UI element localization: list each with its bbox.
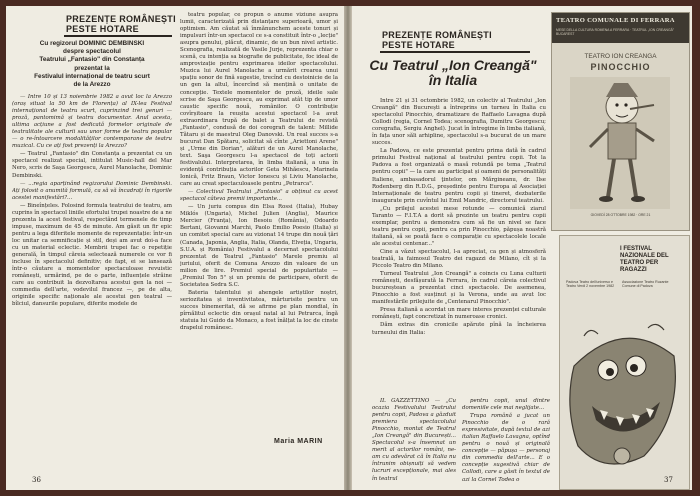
paragraph: — Un juriu compus din Elsa Rossi (Italia), Hubay Miklós (Ungaria), Michel Julien (Anglia), Maurice Mercier (Franța), Ion Besoiu (România), Odoardo Bertani, Giovanni Marchi, Paolo Emilio Poesio (Italia) și un comitet special care au vizionat 14 trupe din nouă țări (Canada, Japonia, Anglia, Italia, Olanda, Elveția, Ungaria, S.U.A. și România) Festivalul a decernat spectacolului prezentat de Teatrul „Fantasio" Marele premiu al juriului, oferit de Comuna Arezzo din valoare de un milion de lire. Premiul special de popularitate — „Premiul Ton 5" și un premiu de participare, oferit de Societatea Sedra S.C. [180,204,338,288]
festival-venue: Padova Teatro dell'universo e Teatro Verdi 2 novembre 1982 [566,280,615,289]
poster-show-name: PINOCCHIO [590,62,651,72]
right-kicker-rule [380,51,530,53]
paragraph: Dăm extras din cronicile apărute pînă la încheierea turneului din Italia: [372,322,546,336]
poster-footer: GIOVEDÌ 28 OTTOBRE 1982 · ORE 21 [590,213,651,217]
page-number-left: 36 [32,476,41,484]
paragraph: — Între 10 și 13 noiembrie 1982 a avut loc la Arezzo (oraș situat la 50 km de Florența) al IX-lea Festival internațional de teatru scurt, cuprinzind trei genuri — proză, pantomimă și teatru documentar. Anul acesta, ultima acțiune a fost dedicată formelor originale de teatralitate ale culturii sau unor forme de teatru popular — o re-întoarcere modalităților contemporane de teatru muzical. Cu ce ați fost prezenți la Arezzo? [12,94,172,150]
poster-header-small: MESE DELLA CULTURA ROMENA A FERRARA · TEATRUL „ION CREANGĂ" BUCAREST [556,28,675,37]
paragraph: IL GAZZETTINO — „Cu ocazia Festivalului Teatrului pentru copii, Padova a găzduit premiera spectacolului Pinocchio, montat de Teatrul „Ion Creangă" din București... Spectacolul s-a însemnat un merit al actorilor români, ne-am cu adevărat că în Italia nu întrunim obișnuiți să vedem lucruri excepționale, mai ales în teatrul [372,398,456,482]
paragraph: Bateria talentului și ahengele artiștilor noștri, seriozitatea și inventivitatea, mărturisite pentru un succes binemeritat, dă se afirme pe plan mondial, în pîrnălitul eclectic din orașul natal al lui Petrarca, îngă statuia lui Guido da Monaco, a fost înălțat la loc de cinste drapelul românesc. [180,289,338,332]
paragraph: — Colectivul Teatrului „Fantasio" a obținut cu acest spectacol câteva premii importante... [180,189,338,203]
right-kicker-line2: PESTE HOTARE [382,40,455,50]
subtitle-line: prezentat la [74,64,110,72]
paragraph: pentru copii, unul dintre domeniile cele mai neglijate... [462,398,550,412]
left-column-2 [180,12,338,424]
paragraph: — ...regia aparținând regizorului Dominic Dembinski. Ați folosit o anumită formulă, ca să vă încadrați în rigorile acestei manifestări?... [12,180,172,201]
page-number-right: 37 [664,476,673,484]
quote-column-2 [462,398,550,486]
headline-line: în Italia [428,72,478,88]
poster-header: TEATRO COMUNALE DI FERRARA [556,17,675,24]
left-kicker-line1: PREZENȚE ROMÂNEȘTI [66,14,176,24]
ferrara-poster [551,12,690,231]
paragraph: Presa italiană a acordat un mare interes prezenței culturale românești, fapt concretizat în numeroase cronici. [372,307,546,321]
paragraph: „Cu prilejul acestei mese rotunde — comunică ziarul Taranto — F.I.T.A a dorit să prezinte un teatru pentru copii exemplar, pentru a demonstra cum să fie un nivel se face teatru pentru copii, pentru ca prin Pinocchio, păpușa noastră italiană, să se poată face o comparație cu spectacolele locale ale acestui centenar..." [372,205,546,247]
left-column-1 [12,94,172,470]
subtitle-line: Cu regizorul DOMINIC DEMBINSKI [39,40,145,47]
left-kicker-line2: PESTE HOTARE [66,24,139,34]
festival-title: I FESTIVAL NAZIONALE DEL TEATRO PER RAGAZZI [620,246,669,273]
paragraph: Turneul Teatrului „Ion Creangă" a coincis cu Luna culturii românești, desfășurată la Ferrara, în cadrul căreia colectivul bucureștean a prezentat cinci spectacole. De asemenea, Pinocchio a fost susținut și la Verona, unde au avut loc manifestările prilejuite de „Centenarul Pinocchio". [372,271,546,306]
paragraph: La Padova, ce este prezentat pentru prima dată în cadrul primului Festival național al teatrului pentru copii. Tot la Padova a fost organizată o masă rotundă pe tema „Teatrul pentru copii" — la care au participat și oameni de personalități Italiene, ambasadorul ţintelor, om Mărgineanu, dr. Ilse Rodenberg din R.D.G., președinte pentru Europa al Asociației Internaționale de teatru pentru copii și tineret, dezbaterile inaugurate prin cuvîntul lui Emil Mandric, directorul teatrului. [372,148,546,204]
right-main-column [372,98,546,394]
right-page [352,6,692,490]
right-kicker-line1: PREZENȚE ROMÂNEȘTI [382,30,492,40]
quote-column-1 [372,398,456,486]
paragraph: — Teatrul „Fantasio" din Constanța a prezentat cu un spectacol realizat special, intitulat Music-hall del Mar Nero, scris de Saşa Georgescu, Aurel Manolache, Dominic Dembinski. [12,151,172,179]
sea-monster-illustration [564,306,685,484]
subtitle-line: despre spectacolul [63,48,121,56]
subtitle-line: Festivalul internațional de teatru scurt [34,72,150,80]
paragraph: Trupa română a jucat un Pinocchio de o rară expresivitate, după textul de azi italian Raffaelo Lavagna, optînd pentru o nouă și originală concepție — păpușa — personaj din commedia dell'arte... E o concepție sugestivă chiar de Collodi, care a găsit în textul de azi la Cornel Todea o [462,413,550,483]
left-kicker-rule [64,35,172,37]
subtitle-line: Teatrului „Fantasio" din Constanța [39,56,145,64]
paragraph: — Bineînțeles. Folosind formula teatrului de teatru, am cuprins în spectacol liniile efortului trupei noastre de a ne prezenta la acest festival, respectând termenele de timp impuse, maximum de 45 de minute. Am găsit un fir epic pentru a lega diferitele momente de reprezentație: într-un loc unitar ca semnificație și stil, deși am avut doi-a face cu un material eclectic. Membrii trupei fac o repetiție generală, în timpul căreia selectează numerele ce vor fi incluse în spectacolul definitiv; de fapt, ei se lansează într-o căutare a momentelor spectaculoase revuistic românești, urmărind, pe de o parte, influențele străine care au contribuit la dezvoltarea acestui gen la noi — commedia dell'arte, vodevilul francez —, pe de alta, originile specific naționale ale acestui gen teatral — bîlciul, dansurile populare, diferite modele de [12,202,172,308]
paragraph: Între 21 și 31 octombrie 1982, un colectiv al Teatrului „Ion Creangă" din București a întreprins un turneu în Italia cu spectacolul Pinocchio, dramatizare de Raffaelo Lavagna după Collodi (regia, Cornel Todea; scenografia, Dumitru Georgescu; coregrafia, Sergiu Anghel). Jucat în întregime în limba italiană, în fața unor săli arhipline, spectacolul s-a bucurat de un mare succes. [372,98,546,147]
book-gutter [344,6,352,490]
festival-organizers: Associazione Teatro Ruzante Comune di Padova [622,280,669,289]
article-headline [362,58,544,88]
left-subtitle [12,40,172,89]
pinocchio-illustration [570,77,670,209]
author-signature: Maria MARIN [274,438,323,445]
paragraph: teatru popular, ce propun o anume viziune asupra lumii, caracterizată prin distanțare superioară, umor și optimism. Am căutat să înmănunchem aceste tonuri și impulsuri într-un spectacol ce s-a constituit într-o „lecție" asupra genului, plăcut, dinamic, de un bun nivel artistic. Scenografia, realizată de Vasile Jurje, reprezenta chiar o scenă, cu intenția sa biografie de publicitate, foc ideal de amprovizație pentru exprimarea ideilor spectacolului. Muzica lui Aurel Manolache a urmărit crearea unui spațiu sonor de fină sugestie, trecînd cu destoinicie de la un gen la altul, încercînd să mențină o unitate de concepție. Textele momentelor de proză, ideile sale scrise de Saşa Georgescu, au exprimat atât tip de umor caustic specific nouă, românilor. O contribuție covîrșitoare la reușita acestui spectacol l-a avut extraordinara trupă de balet a Teatrului de revistă „Fantasio", condusă de doi coregrafi de talent: Millide Tătaru și de maestrul Oleg Danovski. Un real succes s-a bucurat Dan Spătaru, solicitat să cînte „Ariettoni Arene" și „Urme din Dorian", alături de un Aurel Manolache, text. Saşa Georgescu l-a spectacol de toți actorii festivalului. Interpretarea, în limba italiană, a una în evidență contribuția actorilor Geta Mihăescu, Marinela Ionică, Fritz Braun, Victor Ionescu și Liviu Manolache, care au creat spectaculoasele pentru „Petrarca". [180,12,338,188]
padova-festival-poster [559,235,690,490]
left-page [6,6,344,490]
headline-line: Cu Teatrul „Ion Creangă" [369,57,537,73]
paragraph: Cine a văzut spectacolul, l-a apreciat, ca gen și atmosferă teatrală, la faimosul Teatro dei ragazzi de Milano, cît și la Piccolo Teatro din Milano. [372,248,546,270]
subtitle-line: de la Arezzo [73,81,111,89]
poster-theatre-name: TEATRO ION CREANGA [584,53,657,60]
